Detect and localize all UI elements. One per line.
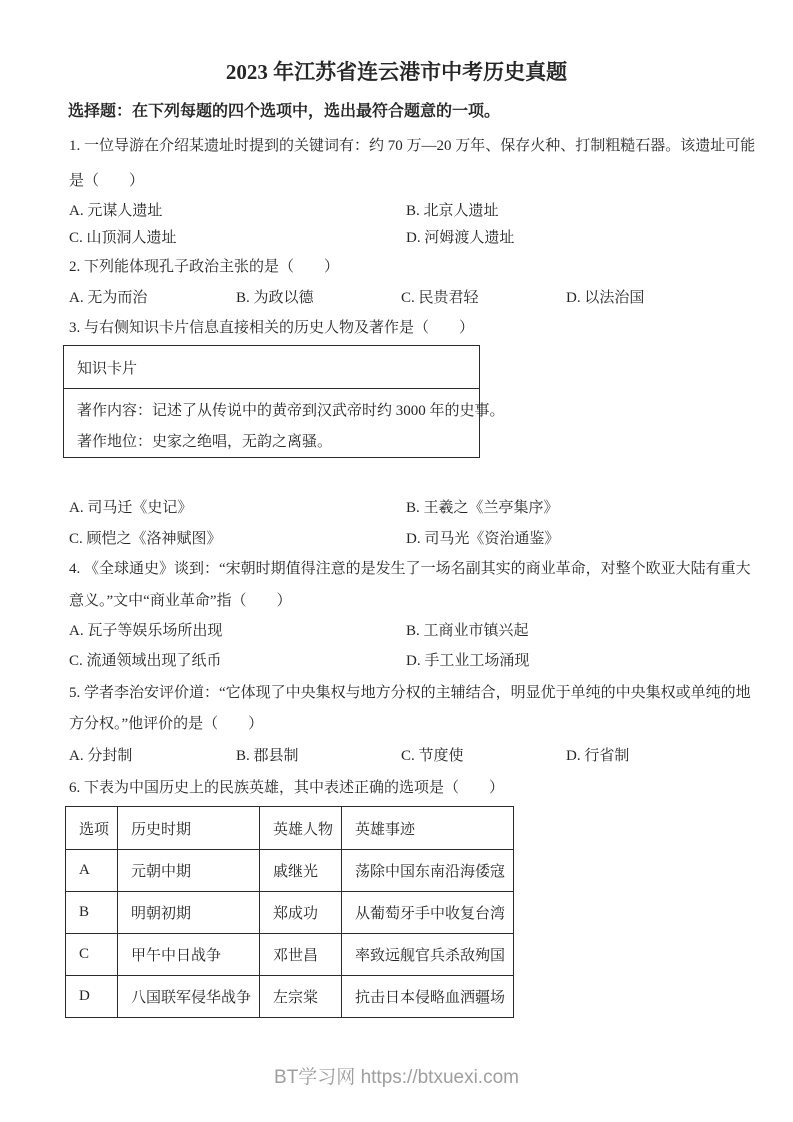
option-q1-a: A. 元谋人遗址 [69, 203, 163, 219]
option-q4-b: B. 工商业市镇兴起 [406, 623, 529, 639]
question-4-options-row-2 [69, 650, 749, 672]
option-q3-d: D. 司马光《资治通鉴》 [406, 531, 560, 547]
question-2-options-row [69, 287, 749, 309]
option-q1-d: D. 河姆渡人遗址 [406, 230, 515, 246]
section-instruction: 选择题：在下列每题的四个选项中，选出最符合题意的一项。 [68, 103, 501, 120]
option-q2-d: D. 以法治国 [566, 290, 645, 306]
table-row [66, 934, 514, 976]
heroes-table [65, 806, 514, 1018]
table-cell-period: 八国联军侵华战争 [118, 976, 260, 1018]
question-6-line-1: 6. 下表为中国历史上的民族英雄，其中表述正确的选项是（ ） [69, 780, 505, 796]
option-q5-a: A. 分封制 [69, 748, 133, 764]
knowledge-card-content-line: 著作内容：记述了从传说中的黄帝到汉武帝时约 3000 年的史事。 [77, 403, 505, 419]
question-2-line-1: 2. 下列能体现孔子政治主张的是（ ） [69, 259, 340, 275]
option-q1-b: B. 北京人遗址 [406, 203, 499, 219]
table-cell-deed: 抗击日本侵略血洒疆场 [342, 976, 514, 1018]
option-q3-b: B. 王羲之《兰亭集序》 [406, 500, 559, 516]
knowledge-card-body [64, 389, 505, 453]
option-q2-b: B. 为政以德 [236, 290, 314, 306]
table-cell-period: 元朝中期 [118, 850, 260, 892]
knowledge-card [63, 345, 505, 458]
heroes-table-header-row [66, 807, 514, 850]
table-header-period: 历史时期 [118, 807, 260, 850]
option-q2-c: C. 民贵君轻 [401, 290, 479, 306]
table-cell-option: D [66, 976, 118, 1018]
table-row [66, 850, 514, 892]
option-q2-a: A. 无为而治 [69, 290, 148, 306]
table-header-deed: 英雄事迹 [342, 807, 514, 850]
question-3-options-row-2 [69, 528, 749, 550]
question-1-options-row-1 [69, 200, 749, 222]
knowledge-card-position-line: 著作地位：史家之绝唱，无韵之离骚。 [77, 434, 333, 450]
table-cell-hero: 左宗棠 [260, 976, 342, 1018]
question-5-line-1: 5. 学者李治安评价道：“它体现了中央集权与地方分权的主辅结合，明显优于单纯的中央集权或单纯的地 [69, 685, 751, 701]
option-q5-d: D. 行省制 [566, 748, 630, 764]
knowledge-card-title: 知识卡片 [77, 360, 138, 377]
page-title: 2023 年江苏省连云港市中考历史真题 [225, 60, 568, 84]
option-q3-c: C. 顾恺之《洛神赋图》 [69, 531, 222, 547]
table-cell-option: C [66, 934, 118, 976]
table-cell-hero: 戚继光 [260, 850, 342, 892]
table-cell-option: B [66, 892, 118, 934]
question-1-options-row-2 [69, 227, 749, 249]
table-row [66, 892, 514, 934]
table-cell-deed: 从葡萄牙手中收复台湾 [342, 892, 514, 934]
option-q1-c: C. 山顶洞人遗址 [69, 230, 177, 246]
table-header-hero: 英雄人物 [260, 807, 342, 850]
table-cell-option: A [66, 850, 118, 892]
table-header-option: 选项 [66, 807, 118, 850]
table-cell-period: 甲午中日战争 [118, 934, 260, 976]
option-q5-c: C. 节度使 [401, 748, 464, 764]
question-1-line-1: 1. 一位导游在介绍某遗址时提到的关键词有：约 70 万—20 万年、保存火种、打制粗糙石器。该遗址可能 [69, 138, 756, 154]
table-row [66, 976, 514, 1018]
question-4-line-1: 4. 《全球通史》谈到：“宋朝时期值得注意的是发生了一场名副其实的商业革命，对整个欧亚大陆有重大 [69, 561, 751, 577]
table-cell-hero: 邓世昌 [260, 934, 342, 976]
question-5-line-2: 方分权。”他评价的是（ ） [69, 716, 264, 732]
table-cell-period: 明朝初期 [118, 892, 260, 934]
question-5-options-row [69, 745, 749, 767]
table-cell-deed: 荡除中国东南沿海倭寇 [342, 850, 514, 892]
option-q5-b: B. 郡县制 [236, 748, 299, 764]
table-cell-deed: 率致远舰官兵杀敌殉国 [342, 934, 514, 976]
option-q4-c: C. 流通领域出现了纸币 [69, 653, 222, 669]
table-cell-hero: 郑成功 [260, 892, 342, 934]
question-4-line-2: 意义。”文中“商业革命”指（ ） [69, 593, 292, 609]
question-3-options-row-1 [69, 497, 749, 519]
option-q3-a: A. 司马迁《史记》 [69, 500, 193, 516]
watermark-footer: BT学习网 https://btxuexi.com [274, 1067, 519, 1088]
option-q4-a: A. 瓦子等娱乐场所出现 [69, 623, 223, 639]
question-3-line-1: 3. 与右侧知识卡片信息直接相关的历史人物及著作是（ ） [69, 320, 475, 336]
option-q4-d: D. 手工业工场涌现 [406, 653, 530, 669]
question-4-options-row-1 [69, 620, 749, 642]
question-1-line-2: 是（ ） [69, 173, 145, 189]
knowledge-card-header [64, 346, 479, 389]
